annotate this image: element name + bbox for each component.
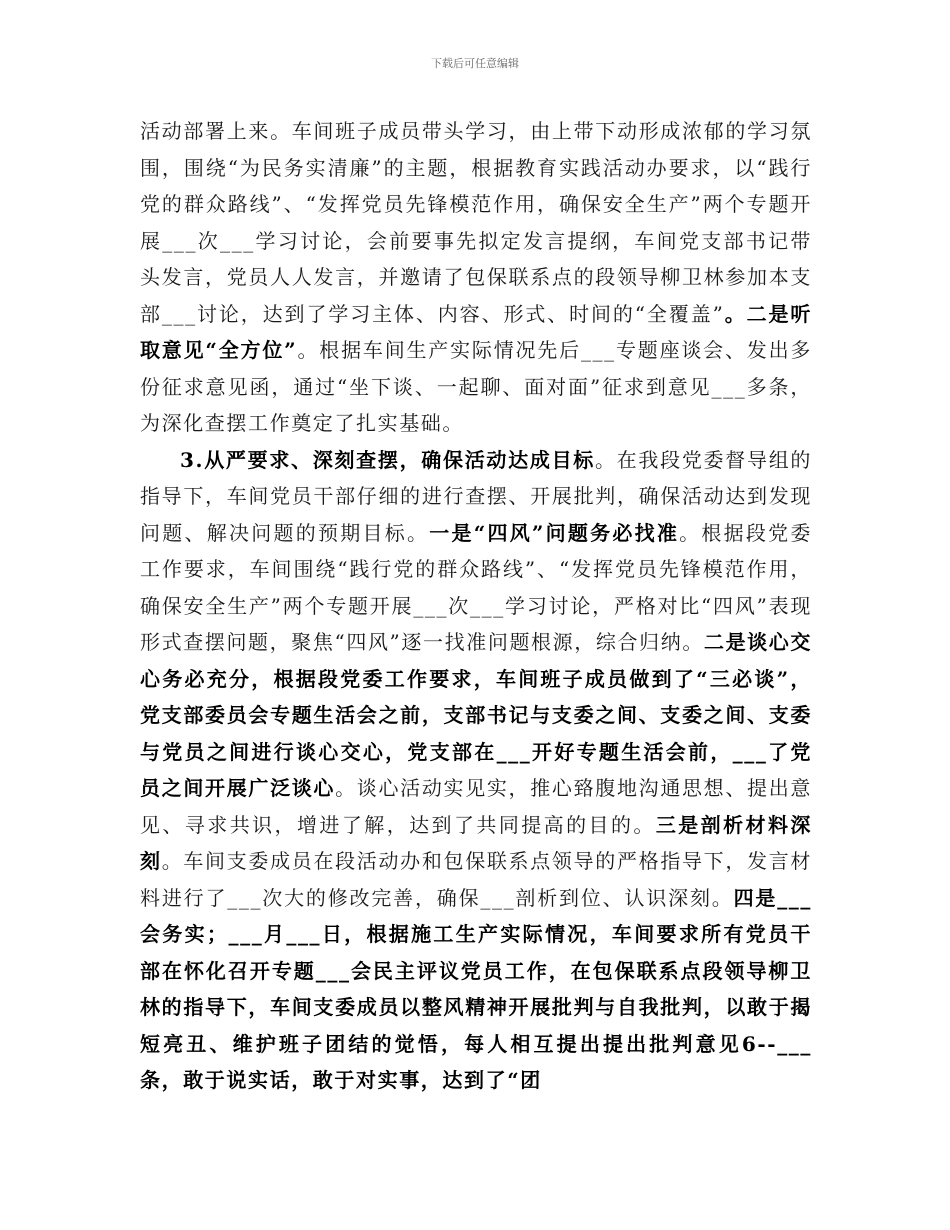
text-run: 。根据车间生产实际情况先后___专题座谈会、发出多份征求意见函，通过“坐下谈、一起聊、面对面”征求到意见___多条，为深化查摆工作奠定了扎实基础。 <box>140 338 813 435</box>
text-run: 。谈心活动实见实，推心臵腹地沟通思想、提出意见、寻求共识，增进了解，达到了共同提高的目的。 <box>140 776 812 837</box>
bold-run: 二是谈心交心务必充分，根据段党委工作要求，车间班子成员做到了“三必谈”，党支部委员会专题生活会之前，支部书记与支委之间、支委之间、支委与党员之间进行谈心交心，党支部在___开好专题生活会前，___了党员之间开展广泛谈心 <box>140 630 812 800</box>
text-run: 。车间支委成员在段活动办和包保联系点领导的严格指导下，发言材料进行了___次大的修改完善，确保___剖析到位、认识深刻。 <box>140 849 812 910</box>
text-run: 活动部署上来。车间班子成员带头学习，由上带下动形成浓郁的学习氛围，围绕“为民务实清廉”的主题，根据教育实践活动办要求，以“践行党的群众路线”、“发挥党员先锋模范作用，确保安全生产”两个专题开展___次___学习讨论，会前要事先拟定发言提纲，车间党支部书记带头发言，党员人人发言，并邀请了包保联系点的段领导柳卫林参加本支部___讨论，达到了学习主体、内容、形式、时间的“全覆盖” <box>140 119 812 326</box>
document-body <box>140 113 812 1099</box>
text-run: 。在我段党委督导组的指导下，车间党员干部仔细的进行查摆、开展批判，确保活动达到发现问题、解决问题的预期目标。 <box>140 447 812 545</box>
bold-run: 一是“四风”问题务必找准 <box>429 520 680 545</box>
bold-run: 四是___会务实；___月___日，根据施工生产实际情况，车间要求所有党员干部在怀化召开专题___会民主评议党员工作，在包保联系点段领导柳卫林的指导下，车间支委成员以整风精神开展批判与自我批判，以敢于揭短亮丑、维护班子团结的觉悟，每人相互提出提出批判意见6--___条，敢于说实话，敢于对实事，达到了“团 <box>140 885 813 1092</box>
bold-run: 三是剖析材料深刻 <box>140 812 812 873</box>
bold-run: 3.从严要求、深刻查摆，确保活动达成目标 <box>180 447 595 472</box>
page-header: 下载后可任意编辑 <box>431 57 519 70</box>
paragraph-1 <box>140 113 812 442</box>
bold-run: 。二是听取意见“全方位” <box>140 301 812 362</box>
text-run: 。根据段党委工作要求，车间围绕“践行党的群众路线”、“发挥党员先锋模范作用，确保安全生产”两个专题开展___次___学习讨论，严格对比“四风”表现形式查摆问题，聚焦“四风”逐一找准问题根源，综合归纳。 <box>140 520 812 654</box>
paragraph-2 <box>140 442 812 1099</box>
